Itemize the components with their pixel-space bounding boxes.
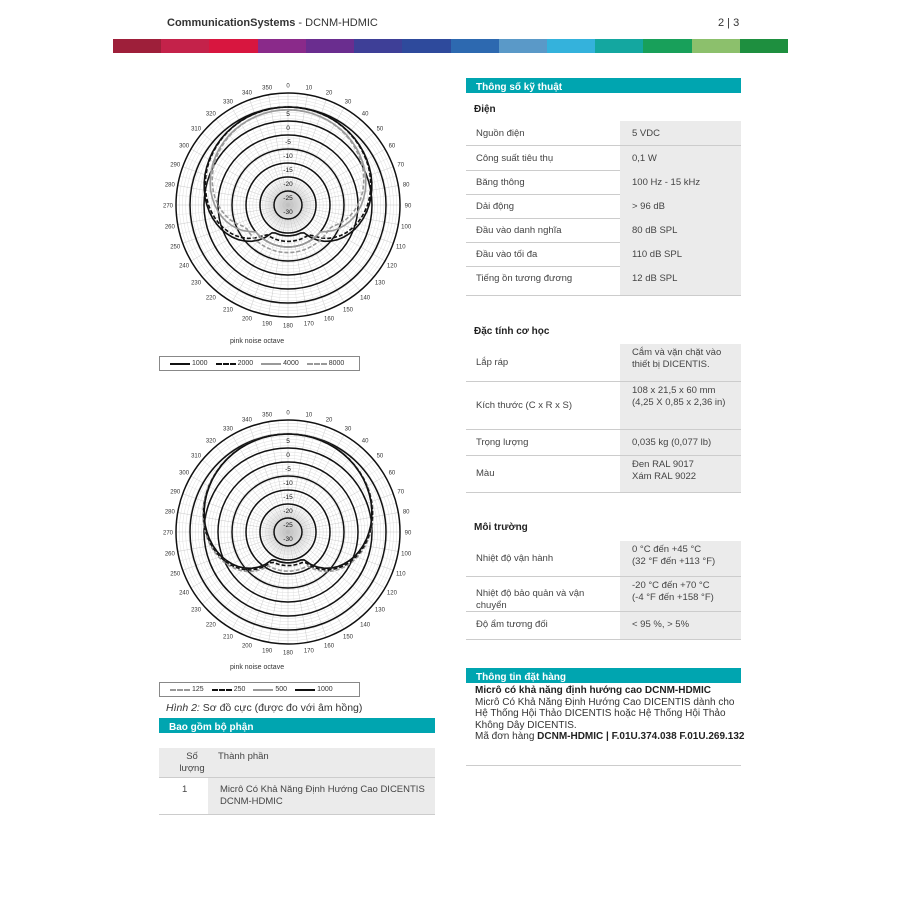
angle-label: 210 [222,307,234,314]
ring-label: -25 [283,195,293,202]
ring-label: 0 [286,125,290,132]
ring-label: -10 [283,153,293,160]
document-header [167,17,378,29]
angle-label: 110 [395,244,406,251]
mechanical-group-title: Đặc tính cơ học [474,326,550,337]
ring-label: -10 [283,480,293,487]
angle-label: 80 [402,182,410,189]
spec-value: 108 x 21,5 x 60 mm (4,25 X 0,85 x 2,36 in) [620,382,741,429]
product-code: DCNM-HDMIC [305,17,378,29]
angle-label: 290 [170,489,181,496]
angle-label: 130 [374,607,385,614]
polar-diagram-1 [160,75,420,335]
angle-label: 190 [262,321,273,328]
spec-key: Độ ẩm tương đối [476,619,548,630]
ordering-codes: Mã đơn hàng DCNM-HDMIC | F.01U.374.038 F.01U.269.132 [475,731,745,742]
color-band-segment [547,39,595,53]
spec-value: 100 Hz - 15 kHz [620,170,741,194]
color-band-segment [402,39,450,53]
angle-label: 60 [388,143,396,150]
ordering-product-name: Micrô có khả năng định hướng cao DCNM-HDMIC [475,685,712,696]
angle-label: 220 [205,295,216,302]
header-separator: - [295,17,306,29]
spec-row [466,382,741,430]
ring-label: -25 [283,522,293,529]
angle-label: 10 [305,85,313,92]
angle-label: 260 [164,224,175,231]
spec-key: Đầu vào tối đa [476,249,538,260]
ring-label: 5 [286,438,290,445]
spec-row [466,541,741,577]
spec-value: 0,035 kg (0,077 lb) [620,430,741,455]
ring-label: -20 [283,508,293,515]
angle-label: 310 [191,453,202,460]
angle-label: 300 [179,143,190,150]
figure-label: Hình 2: [166,702,200,714]
legend-item: 1000 [295,686,333,693]
angle-label: 350 [262,412,273,419]
spec-row [466,242,741,267]
color-band-segment [209,39,257,53]
ordering-section-header: Thông tin đặt hàng [466,668,741,683]
spec-row [466,146,741,171]
angle-label: 180 [282,323,294,330]
angle-label: 120 [386,590,397,597]
angle-label: 140 [360,295,371,302]
spec-row [466,121,741,146]
angle-label: 300 [179,470,190,477]
angle-label: 350 [262,85,273,92]
angle-label: 200 [241,643,252,650]
page-number: 2 | 3 [718,17,740,29]
angle-label: 50 [376,453,384,460]
angle-label: 170 [303,648,314,655]
polar-2-legend [159,682,360,697]
qty-header: Số lượng [179,751,205,774]
angle-label: 40 [361,111,369,118]
angle-label: 250 [170,571,181,578]
angle-label: 30 [344,426,352,433]
spec-row [466,218,741,243]
color-band-segment [306,39,354,53]
angle-label: 270 [162,530,174,537]
angle-label: 90 [404,203,412,210]
spec-row [466,612,741,640]
color-band-segment [161,39,209,53]
spec-row [466,430,741,456]
angle-label: 20 [325,90,333,97]
spec-value: < 95 %, > 5% [620,612,741,639]
parts-table-header [159,748,435,778]
color-band-segment [113,39,161,53]
spec-row [466,456,741,493]
color-band-segment [451,39,499,53]
angle-label: 330 [222,426,234,433]
spec-key: Lắp ráp [476,357,509,368]
spec-key: Công suất tiêu thụ [476,153,554,164]
angle-label: 50 [376,126,384,133]
table-row [159,778,435,815]
spec-value: 0,1 W [620,146,741,170]
spec-row [466,194,741,219]
spec-value: 5 VDC [620,121,741,145]
parts-section-header: Bao gồm bộ phận [159,718,435,733]
legend-item: 8000 [307,360,345,367]
angle-label: 280 [164,182,175,189]
spec-key: Tiếng ồn tương đương [476,273,573,284]
spec-value: 12 dB SPL [620,266,741,295]
angle-label: 0 [286,410,290,417]
ring-label: 0 [286,452,290,459]
angle-label: 260 [164,551,175,558]
angle-label: 30 [344,99,352,106]
angle-label: 210 [222,634,234,641]
legend-item: 1000 [170,360,208,367]
angle-label: 40 [361,438,369,445]
angle-label: 160 [324,643,335,650]
angle-label: 60 [388,470,396,477]
color-band-segment [499,39,547,53]
legend-item: 2000 [216,360,254,367]
angle-label: 340 [241,90,252,97]
spec-row [466,344,741,382]
spec-value: 80 dB SPL [620,218,741,242]
polar-1-caption: pink noise octave [230,338,285,345]
spec-key: Dải động [476,201,515,212]
color-band-segment [595,39,643,53]
ring-label: -15 [283,494,293,501]
spec-row [466,266,741,296]
angle-label: 150 [342,307,354,314]
ring-label: -15 [283,167,293,174]
angle-label: 320 [205,111,216,118]
angle-label: 310 [191,126,202,133]
angle-label: 290 [170,162,181,169]
spec-row [466,577,741,612]
brand-name: CommunicationSystems [167,17,296,29]
angle-label: 180 [282,650,294,657]
angle-label: 200 [241,316,252,323]
spec-value: 110 dB SPL [620,242,741,266]
ring-label: 5 [286,111,290,118]
ring-label: -30 [283,536,293,543]
legend-item: 250 [212,686,246,693]
ordering-divider [466,765,741,766]
angle-label: 320 [205,438,216,445]
polar-2-caption: pink noise octave [230,664,285,671]
ordering-info [475,685,745,743]
angle-label: 0 [286,83,290,90]
ring-label: -20 [283,181,293,188]
angle-label: 70 [397,489,405,496]
color-band-segment [258,39,306,53]
spec-key: Nguồn điện [476,128,525,139]
polar-1-legend [159,356,360,371]
angle-label: 160 [324,316,335,323]
spec-value: > 96 dB [620,194,741,218]
color-band-segment [643,39,691,53]
parts-table [159,748,435,815]
polar-diagram-2 [160,402,420,662]
legend-item: 500 [253,686,287,693]
component-header: Thành phần [218,751,269,762]
angle-label: 280 [164,509,175,516]
spec-value: -20 °C đến +70 °C (-4 °F đến +158 °F) [620,577,741,611]
ring-label: -5 [285,466,291,473]
spec-value: 0 °C đến +45 °C (32 °F đến +113 °F) [620,541,741,576]
component-cell: Micrô Có Khả Năng Định Hướng Cao DICENTIS DCNM-HDMIC [208,778,435,814]
angle-label: 250 [170,244,181,251]
spec-key: Đầu vào danh nghĩa [476,225,562,236]
environment-group-title: Môi trường [474,522,528,533]
spec-key: Màu [476,468,495,479]
color-band [113,39,788,53]
legend-item: 4000 [261,360,299,367]
angle-label: 220 [205,622,216,629]
angle-label: 330 [222,99,234,106]
angle-label: 230 [191,280,202,287]
spec-key: Nhiệt độ vận hành [476,553,554,564]
figure-caption [166,702,362,714]
angle-label: 240 [179,590,190,597]
angle-label: 130 [374,280,385,287]
angle-label: 240 [179,263,190,270]
angle-label: 140 [360,622,371,629]
angle-label: 120 [386,263,397,270]
qty-cell: 1 [182,784,188,795]
angle-label: 150 [342,634,354,641]
angle-label: 20 [325,417,333,424]
spec-value: Cắm và vặn chặt vào thiết bị DICENTIS. [620,344,741,381]
angle-label: 10 [305,412,313,419]
ordering-description: Micrô Có Khả Năng Định Hướng Cao DICENTIS dành cho Hệ Thống Hội Thảo DICENTIS hoặc Hệ Thống Hội Thảo Không Dây DICENTIS. [475,696,735,731]
angle-label: 100 [401,551,412,558]
spec-key: Băng thông [476,177,525,188]
figure-text: Sơ đồ cực (được đo với âm hồng) [199,702,363,714]
color-band-segment [692,39,740,53]
angle-label: 340 [241,417,252,424]
ring-label: -30 [283,209,293,216]
angle-label: 90 [404,530,412,537]
spec-value: Đen RAL 9017 Xám RAL 9022 [620,456,741,492]
angle-label: 80 [402,509,410,516]
angle-label: 100 [401,224,412,231]
electrical-group-title: Điện [474,104,496,115]
spec-key: Trọng lượng [476,437,529,448]
angle-label: 110 [395,571,406,578]
color-band-segment [354,39,402,53]
angle-label: 270 [162,203,174,210]
spec-row [466,170,741,195]
angle-label: 190 [262,648,273,655]
angle-label: 70 [397,162,405,169]
spec-key: Nhiệt độ bảo quản và vận chuyển [476,588,585,611]
ring-label: -5 [285,139,291,146]
color-band-segment [740,39,788,53]
angle-label: 230 [191,607,202,614]
legend-item: 125 [170,686,204,693]
specs-section-header: Thông số kỹ thuật [466,78,741,93]
angle-label: 170 [303,321,314,328]
spec-key: Kích thước (C x R x S) [476,400,572,411]
